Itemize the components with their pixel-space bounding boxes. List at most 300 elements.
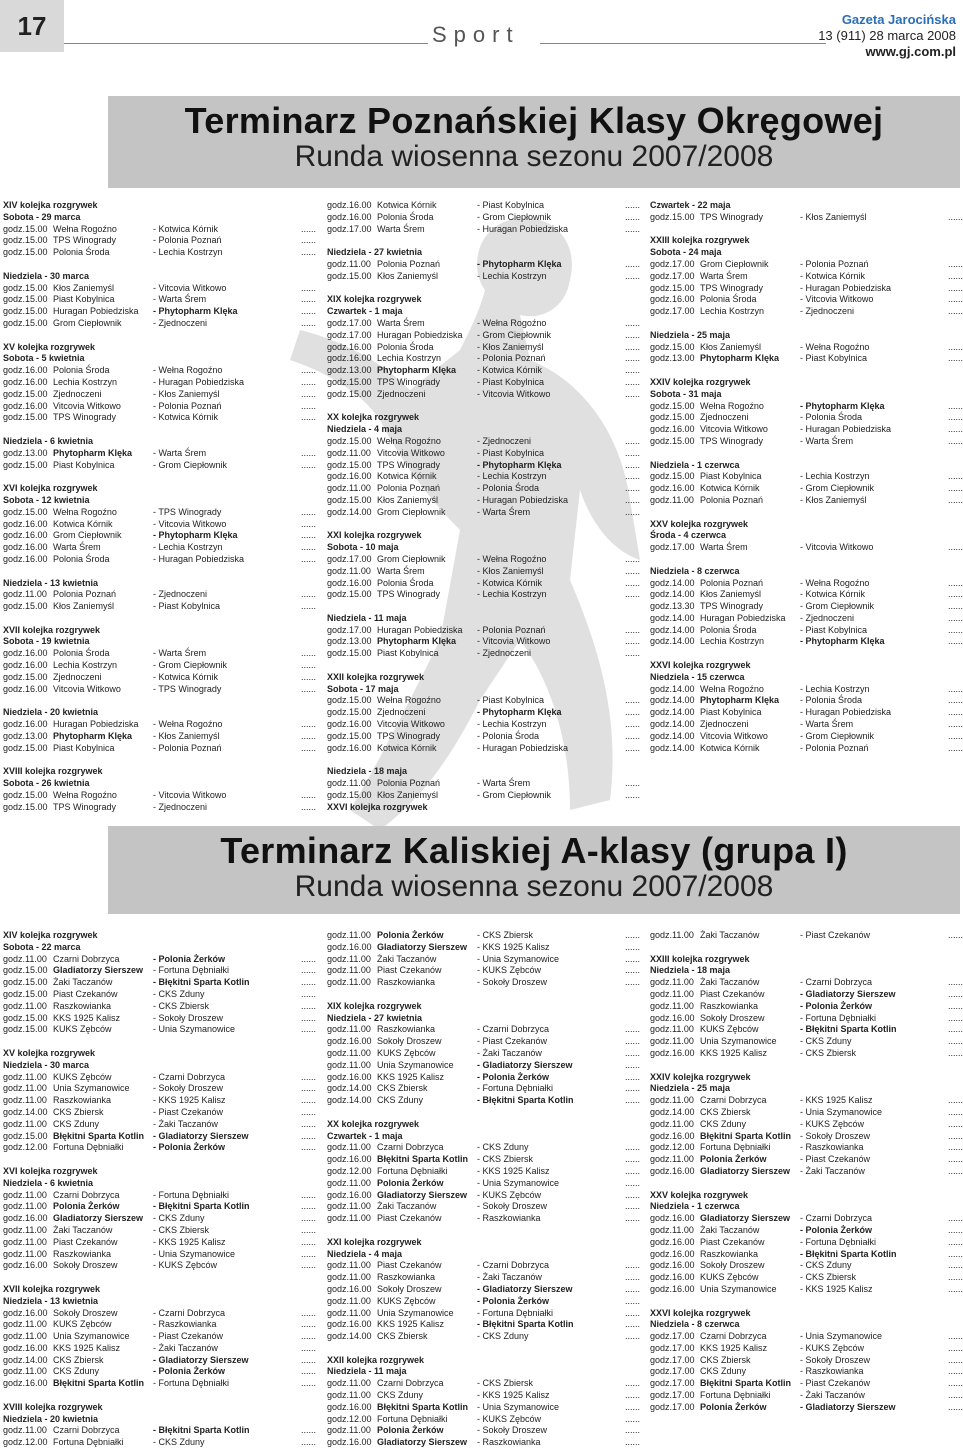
match-row bbox=[327, 553, 641, 566]
time-prefix: godz. bbox=[327, 1401, 350, 1412]
away-team: - Fortuna Dębniałki bbox=[153, 965, 230, 976]
result-dots: ...... bbox=[625, 1059, 641, 1070]
home-team: Piast Czekanów bbox=[377, 1260, 442, 1271]
result-dots: ...... bbox=[948, 707, 963, 718]
home-team: Żaki Taczanów bbox=[700, 977, 760, 988]
result-dots: ...... bbox=[301, 1319, 317, 1330]
match-time: 16.00 bbox=[25, 719, 48, 730]
home-team: Unia Szymanowice bbox=[377, 1307, 454, 1318]
time-prefix: godz. bbox=[327, 388, 350, 399]
match-time: 15.00 bbox=[349, 589, 372, 600]
result-dots: ...... bbox=[625, 1283, 641, 1294]
away-team: - Wełna Rogoźno bbox=[153, 365, 223, 376]
time-prefix: godz. bbox=[3, 953, 26, 964]
home-team: CKS Zbiersk bbox=[377, 1083, 428, 1094]
match-row bbox=[3, 1106, 317, 1119]
result-dots: ...... bbox=[625, 742, 641, 753]
time-prefix: godz. bbox=[3, 447, 26, 458]
match-row bbox=[650, 1142, 963, 1154]
time-prefix: godz. bbox=[3, 965, 26, 976]
home-team: Sokoły Droszew bbox=[377, 1036, 442, 1047]
match-row bbox=[327, 1307, 641, 1320]
match-row bbox=[650, 1378, 963, 1390]
away-team: - Polonia Poznań bbox=[800, 258, 869, 269]
match-time: 15.00 bbox=[25, 506, 48, 517]
match-time: 11.00 bbox=[25, 1201, 47, 1212]
home-team: Kłos Zaniemyśl bbox=[53, 282, 115, 293]
match-time: 16.00 bbox=[349, 1071, 372, 1082]
time-prefix: godz. bbox=[3, 589, 26, 600]
time-prefix: godz. bbox=[650, 435, 673, 446]
away-team: - Raszkowianka bbox=[477, 1213, 541, 1224]
match-time: 15.00 bbox=[25, 388, 48, 399]
match-row bbox=[650, 1272, 963, 1284]
home-team: Grom Ciepłownik bbox=[700, 258, 769, 269]
away-team: - CKS Zbiersk bbox=[477, 1154, 534, 1165]
result-dots: ...... bbox=[625, 1154, 641, 1165]
away-team: - Raszkowianka bbox=[153, 1319, 217, 1330]
home-team: TPS Winogrady bbox=[700, 282, 764, 293]
match-time: 15.00 bbox=[25, 988, 48, 999]
round-heading: Sobota - 12 kwietnia bbox=[3, 494, 90, 505]
match-row bbox=[327, 1165, 641, 1178]
result-dots: ...... bbox=[301, 1012, 317, 1023]
result-dots: ...... bbox=[625, 1425, 641, 1436]
round-heading: XXI kolejka rozgrywek bbox=[327, 530, 422, 541]
time-prefix: godz. bbox=[3, 412, 26, 423]
match-row bbox=[327, 1378, 641, 1390]
away-team: - Wełna Rogoźno bbox=[800, 341, 870, 352]
time-prefix: godz. bbox=[650, 1024, 673, 1035]
result-dots: ...... bbox=[301, 789, 317, 800]
away-team: - CKS Zduny bbox=[800, 1260, 852, 1271]
away-team: - KKS 1925 Kalisz bbox=[153, 1236, 226, 1247]
result-dots: ...... bbox=[625, 258, 641, 269]
result-dots: ...... bbox=[301, 388, 317, 399]
round-heading: XXI kolejka rozgrywek bbox=[327, 1236, 422, 1247]
match-time: 11.00 bbox=[25, 1319, 47, 1330]
schedule-column bbox=[650, 200, 963, 754]
time-prefix: godz. bbox=[650, 412, 673, 423]
home-team: TPS Winogrady bbox=[53, 412, 117, 423]
match-time: 14.00 bbox=[672, 742, 695, 753]
match-time: 17.00 bbox=[672, 1342, 695, 1353]
match-time: 16.00 bbox=[349, 1437, 372, 1448]
home-team: Unia Szymanowice bbox=[377, 1059, 454, 1070]
match-row bbox=[327, 1189, 641, 1202]
match-row bbox=[650, 1047, 963, 1060]
away-team: - Polonia Poznań bbox=[800, 742, 869, 753]
home-team: Polonia Środa bbox=[377, 577, 434, 588]
result-dots: ...... bbox=[948, 1130, 963, 1141]
result-dots: ...... bbox=[948, 1165, 963, 1176]
match-time: 15.00 bbox=[349, 270, 372, 281]
round-heading: Sobota - 22 marca bbox=[3, 941, 81, 952]
result-dots: ...... bbox=[625, 1295, 641, 1306]
match-time: 11.00 bbox=[25, 1331, 47, 1342]
result-dots: ...... bbox=[625, 365, 641, 376]
home-team: Phytopharm Klęka bbox=[53, 730, 133, 741]
time-prefix: godz. bbox=[650, 1342, 673, 1353]
match-time: 11.00 bbox=[25, 1189, 47, 1200]
home-team: Vitcovia Witkowo bbox=[700, 424, 768, 435]
match-row bbox=[3, 965, 317, 977]
away-team: - Zjednoczeni bbox=[477, 435, 532, 446]
home-team: Polonia Żerków bbox=[700, 1401, 767, 1412]
result-dots: ...... bbox=[301, 1083, 317, 1094]
away-team: - Kotwica Kórnik bbox=[477, 365, 543, 376]
match-row bbox=[3, 977, 317, 989]
match-row bbox=[3, 1354, 317, 1367]
match-time: 11.00 bbox=[349, 483, 371, 494]
match-row bbox=[327, 494, 641, 507]
time-prefix: godz. bbox=[327, 329, 350, 340]
home-team: Błękitni Sparta Kotlin bbox=[700, 1130, 792, 1141]
match-time: 16.00 bbox=[349, 1283, 372, 1294]
home-team: Kotwica Kórnik bbox=[377, 471, 437, 482]
result-dots: ...... bbox=[625, 1413, 641, 1424]
away-team: - Sokoły Droszew bbox=[153, 1012, 224, 1023]
match-row bbox=[327, 1425, 641, 1437]
match-row bbox=[327, 624, 641, 637]
match-time: 16.00 bbox=[672, 294, 695, 305]
result-dots: ...... bbox=[301, 965, 317, 976]
time-prefix: godz. bbox=[327, 624, 350, 635]
result-dots: ...... bbox=[948, 1012, 963, 1023]
round-heading: XXV kolejka rozgrywek bbox=[650, 1189, 749, 1200]
result-dots: ...... bbox=[625, 341, 641, 352]
round-heading: XVII kolejka rozgrywek bbox=[3, 624, 101, 635]
away-team: - Warta Śrem bbox=[800, 719, 854, 730]
result-dots: ...... bbox=[948, 270, 963, 281]
time-prefix: godz. bbox=[327, 341, 350, 352]
masthead bbox=[818, 12, 956, 60]
result-dots: ...... bbox=[625, 648, 641, 659]
time-prefix: godz. bbox=[3, 388, 26, 399]
match-row bbox=[3, 365, 317, 377]
time-prefix: godz. bbox=[650, 1106, 673, 1117]
result-dots: ...... bbox=[625, 1390, 641, 1401]
round-heading: Sobota - 29 marca bbox=[3, 211, 81, 222]
time-prefix: godz. bbox=[327, 930, 350, 940]
time-prefix: godz. bbox=[327, 317, 350, 328]
home-team: Żaki Taczanów bbox=[700, 1224, 760, 1235]
away-team: - Lechia Kostrzyn bbox=[153, 542, 223, 553]
match-row bbox=[3, 553, 317, 566]
home-team: Polonia Żerków bbox=[700, 1154, 767, 1165]
away-team: - Zjednoczeni bbox=[477, 648, 532, 659]
home-team: Zjednoczeni bbox=[377, 707, 426, 718]
result-dots: ...... bbox=[301, 365, 317, 376]
result-dots: ...... bbox=[625, 719, 641, 730]
home-team: Kotwica Kórnik bbox=[377, 200, 437, 210]
result-dots: ...... bbox=[625, 435, 641, 446]
result-dots: ...... bbox=[301, 1189, 317, 1200]
time-prefix: godz. bbox=[327, 941, 350, 952]
result-dots: ...... bbox=[948, 341, 963, 352]
match-row bbox=[327, 1437, 641, 1449]
home-team: TPS Winogrady bbox=[377, 459, 441, 470]
away-team: - Polonia Środa bbox=[800, 412, 863, 423]
match-row bbox=[3, 247, 317, 259]
match-row bbox=[650, 1354, 963, 1367]
spacer bbox=[650, 1296, 960, 1308]
away-team: - Lechia Kostrzyn bbox=[477, 471, 547, 482]
match-row bbox=[650, 400, 963, 413]
result-dots: ...... bbox=[948, 353, 963, 364]
result-dots: ...... bbox=[625, 1142, 641, 1153]
match-row bbox=[650, 742, 963, 755]
home-team: Phytopharm Klęka bbox=[700, 695, 780, 706]
away-team: - Kotwica Kórnik bbox=[800, 270, 866, 281]
time-prefix: godz. bbox=[327, 258, 350, 269]
time-prefix: godz. bbox=[3, 1354, 26, 1365]
match-time: 15.00 bbox=[25, 742, 48, 753]
round-heading: XIX kolejka rozgrywek bbox=[327, 294, 422, 305]
away-team: - Zjednoczeni bbox=[153, 801, 208, 812]
home-team: Czarni Dobrzyca bbox=[53, 953, 120, 964]
away-team: - Vitcovia Witkowo bbox=[153, 789, 227, 800]
match-time: 17.00 bbox=[672, 258, 695, 269]
round-heading: XIV kolejka rozgrywek bbox=[3, 930, 98, 940]
round-heading: Sobota - 17 maja bbox=[327, 683, 399, 694]
match-time: 15.00 bbox=[25, 801, 48, 812]
home-team: Vitcovia Witkowo bbox=[700, 730, 768, 741]
time-prefix: godz. bbox=[3, 400, 26, 411]
match-time: 11.00 bbox=[672, 1024, 694, 1035]
home-team: Czarni Dobrzyca bbox=[700, 1331, 767, 1342]
match-time: 13.00 bbox=[349, 365, 372, 376]
result-dots: ...... bbox=[625, 376, 641, 387]
match-row bbox=[3, 306, 317, 318]
match-row bbox=[650, 424, 963, 436]
time-prefix: godz. bbox=[327, 789, 350, 800]
away-team: - Fortuna Dębniałki bbox=[477, 1307, 554, 1318]
issue-info: 13 (911) 28 marca 2008 bbox=[818, 28, 956, 43]
result-dots: ...... bbox=[948, 1154, 963, 1165]
away-team: - Sokoły Droszew bbox=[800, 1354, 871, 1365]
result-dots: ...... bbox=[301, 235, 317, 246]
match-time: 16.00 bbox=[25, 660, 48, 671]
time-prefix: godz. bbox=[327, 353, 350, 364]
result-dots: ...... bbox=[948, 1272, 963, 1283]
match-row bbox=[3, 530, 317, 542]
round-heading: Niedziela - 11 maja bbox=[327, 612, 407, 623]
home-team: Piast Kobylnica bbox=[53, 459, 115, 470]
time-prefix: godz. bbox=[327, 1177, 350, 1188]
time-prefix: godz. bbox=[650, 542, 673, 553]
away-team: - KUKS Zębców bbox=[477, 1413, 542, 1424]
match-row bbox=[650, 1236, 963, 1249]
page-header bbox=[0, 0, 960, 58]
time-prefix: godz. bbox=[327, 447, 350, 458]
time-prefix: godz. bbox=[650, 494, 673, 505]
round-heading: Sobota - 5 kwietnia bbox=[3, 353, 85, 364]
home-team: Piast Kobylnica bbox=[53, 742, 115, 753]
away-team: - Huragan Pobiedziska bbox=[477, 223, 569, 234]
match-row bbox=[650, 412, 963, 424]
match-row bbox=[3, 1437, 317, 1449]
home-team: Polonia Poznań bbox=[700, 577, 764, 588]
away-team: - Polonia Środa bbox=[477, 730, 540, 741]
match-time: 11.00 bbox=[349, 965, 371, 976]
time-prefix: godz. bbox=[650, 258, 673, 269]
away-team: - Piast Czekanów bbox=[800, 1378, 871, 1389]
result-dots: ...... bbox=[948, 1118, 963, 1129]
match-row bbox=[3, 294, 317, 306]
away-team: - Unia Szymanowice bbox=[153, 1248, 236, 1259]
result-dots: ...... bbox=[301, 376, 317, 387]
result-dots: ...... bbox=[625, 624, 641, 635]
result-dots: ...... bbox=[625, 636, 641, 647]
match-row bbox=[327, 1331, 641, 1343]
time-prefix: godz. bbox=[650, 1378, 673, 1389]
home-team: Wełna Rogoźno bbox=[53, 223, 117, 234]
time-prefix: godz. bbox=[3, 553, 26, 564]
result-dots: ...... bbox=[948, 1342, 963, 1353]
match-row bbox=[3, 1260, 317, 1272]
home-team: Polonia Środa bbox=[53, 553, 110, 564]
home-team: Warta Śrem bbox=[700, 542, 748, 553]
time-prefix: godz. bbox=[3, 1366, 26, 1377]
match-time: 16.00 bbox=[672, 1272, 695, 1283]
away-team: - Zjednoczeni bbox=[800, 306, 855, 317]
away-team: - Gladiatorzy Sierszew bbox=[800, 988, 896, 999]
time-prefix: godz. bbox=[3, 1224, 26, 1235]
time-prefix: godz. bbox=[327, 471, 350, 482]
match-row bbox=[3, 1425, 317, 1437]
match-time: 16.00 bbox=[25, 1307, 48, 1318]
match-row bbox=[650, 211, 963, 224]
match-time: 15.00 bbox=[349, 707, 372, 718]
spacer bbox=[327, 660, 637, 672]
match-row bbox=[3, 730, 317, 743]
away-team: - Raszkowianka bbox=[477, 1437, 541, 1448]
result-dots: ...... bbox=[625, 447, 641, 458]
match-time: 11.00 bbox=[672, 1224, 694, 1235]
result-dots: ...... bbox=[625, 1319, 641, 1330]
match-time: 14.00 bbox=[349, 1083, 372, 1094]
away-team: - Polonia Żerków bbox=[477, 1071, 550, 1082]
home-team: Raszkowianka bbox=[377, 1272, 436, 1283]
time-prefix: godz. bbox=[650, 353, 673, 364]
away-team: - Fortuna Dębniałki bbox=[800, 1236, 877, 1247]
time-prefix: godz. bbox=[650, 742, 673, 753]
match-time: 15.00 bbox=[25, 235, 48, 246]
away-team: - Huragan Pobiedziska bbox=[800, 424, 892, 435]
result-dots: ...... bbox=[301, 1106, 317, 1117]
time-prefix: godz. bbox=[650, 1331, 673, 1342]
schedule-column bbox=[327, 200, 641, 813]
away-team: - Warta Śrem bbox=[477, 506, 531, 517]
time-prefix: godz. bbox=[650, 1165, 673, 1176]
result-dots: ...... bbox=[948, 1378, 963, 1389]
away-team: - Żaki Taczanów bbox=[153, 1342, 218, 1353]
spacer bbox=[327, 235, 637, 247]
round-heading: XXVI kolejka rozgrywek bbox=[327, 801, 428, 812]
time-prefix: godz. bbox=[3, 365, 26, 376]
spacer bbox=[650, 224, 960, 236]
result-dots: ...... bbox=[948, 258, 963, 269]
away-team: - CKS Zbiersk bbox=[153, 1224, 210, 1235]
match-row bbox=[3, 742, 317, 755]
result-dots: ...... bbox=[625, 707, 641, 718]
spacer bbox=[3, 613, 313, 625]
match-row bbox=[650, 636, 963, 648]
home-team: Polonia Poznań bbox=[377, 258, 441, 269]
round-heading: Niedziela - 4 maja bbox=[327, 1248, 403, 1259]
away-team: - Vitcovia Witkowo bbox=[477, 636, 551, 647]
spacer bbox=[327, 1107, 637, 1119]
away-team: - Grom Ciepłownik bbox=[800, 601, 875, 612]
away-team: - Kotwica Kórnik bbox=[477, 577, 543, 588]
result-dots: ...... bbox=[625, 730, 641, 741]
away-team: - Sokoły Droszew bbox=[477, 1201, 548, 1212]
home-team: Raszkowianka bbox=[377, 977, 436, 988]
away-team: - Warta Śrem bbox=[153, 294, 207, 305]
schedule-column bbox=[3, 200, 317, 813]
result-dots: ...... bbox=[948, 1283, 963, 1294]
away-team: - CKS Zduny bbox=[153, 1437, 205, 1448]
match-row bbox=[650, 483, 963, 495]
match-row bbox=[650, 1283, 963, 1296]
home-team: Phytopharm Klęka bbox=[700, 353, 780, 364]
result-dots: ...... bbox=[301, 1425, 317, 1436]
match-row bbox=[650, 1130, 963, 1143]
match-row bbox=[3, 1071, 317, 1084]
round-heading: Sobota - 10 maja bbox=[327, 542, 399, 553]
away-team: - Sokoły Droszew bbox=[477, 1425, 548, 1436]
time-prefix: godz. bbox=[3, 1083, 26, 1094]
away-team: - Błękitni Sparta Kotlin bbox=[153, 977, 250, 988]
home-team: Żaki Taczanów bbox=[700, 930, 760, 940]
home-team: KUKS Zębców bbox=[53, 1024, 112, 1035]
away-team: - Błękitni Sparta Kotlin bbox=[800, 1248, 897, 1259]
away-team: - Phytopharm Klęka bbox=[477, 707, 562, 718]
match-time: 14.00 bbox=[672, 577, 695, 588]
match-time: 11.00 bbox=[349, 1213, 371, 1224]
away-team: - Piast Czekanów bbox=[153, 1106, 224, 1117]
away-team: - Phytopharm Klęka bbox=[800, 400, 885, 411]
spacer bbox=[327, 401, 637, 413]
time-prefix: godz. bbox=[327, 459, 350, 470]
match-time: 15.00 bbox=[25, 789, 48, 800]
home-team: Wełna Rogoźno bbox=[377, 435, 441, 446]
match-time: 13.00 bbox=[25, 730, 48, 741]
result-dots: ...... bbox=[301, 1236, 317, 1247]
match-time: 16.00 bbox=[672, 1047, 695, 1058]
time-prefix: godz. bbox=[3, 530, 26, 541]
spacer bbox=[650, 1178, 960, 1190]
home-team: Kotwica Kórnik bbox=[53, 518, 113, 529]
match-time: 13.00 bbox=[25, 447, 48, 458]
result-dots: ...... bbox=[948, 542, 963, 553]
away-team: - Warta Śrem bbox=[477, 778, 531, 789]
match-time: 16.00 bbox=[672, 424, 695, 435]
spacer bbox=[3, 424, 313, 436]
match-time: 14.00 bbox=[25, 1106, 48, 1117]
home-team: Zjednoczeni bbox=[377, 388, 426, 399]
home-team: Wełna Rogoźno bbox=[377, 695, 441, 706]
match-time: 15.00 bbox=[25, 247, 48, 258]
time-prefix: godz. bbox=[3, 1425, 26, 1436]
time-prefix: godz. bbox=[3, 1260, 26, 1271]
home-team: KUKS Zębców bbox=[700, 1272, 759, 1283]
home-team: Polonia Środa bbox=[700, 624, 757, 635]
match-time: 17.00 bbox=[349, 553, 372, 564]
time-prefix: godz. bbox=[650, 211, 673, 222]
result-dots: ...... bbox=[301, 247, 317, 258]
